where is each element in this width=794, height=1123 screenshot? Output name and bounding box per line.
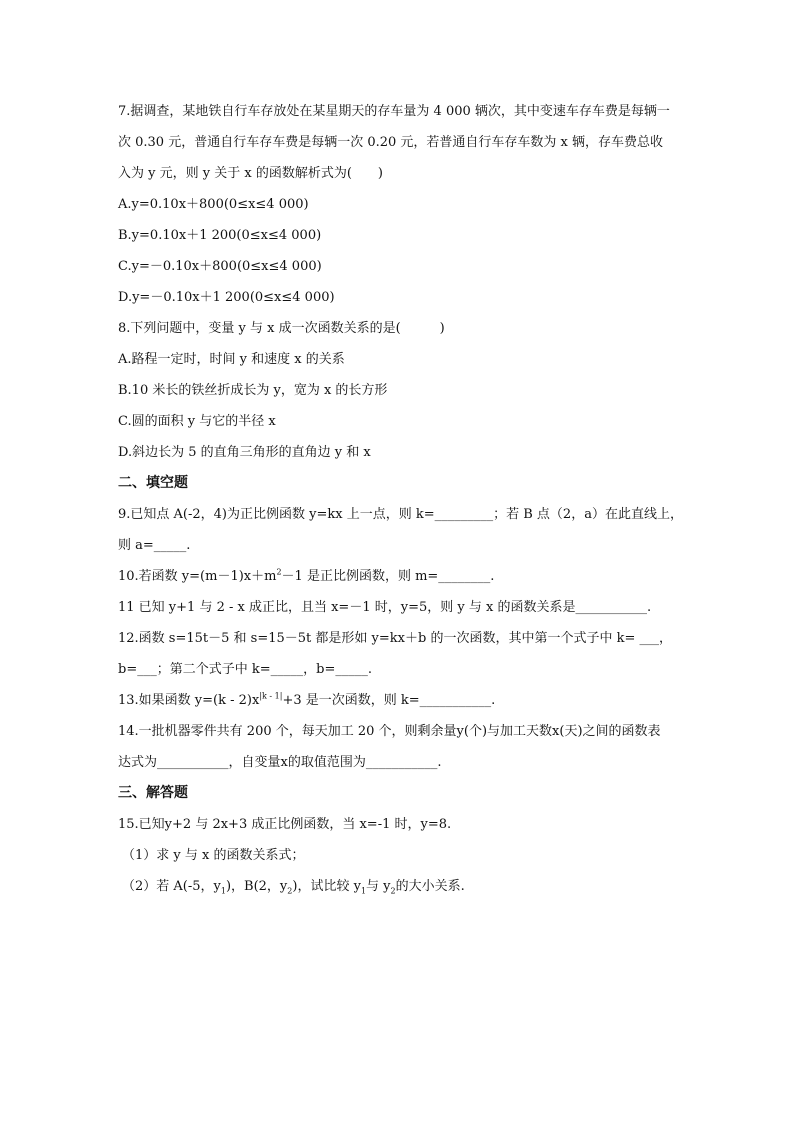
q7-option-c: C.y=－0.10x＋800(0≤x≤4 000) xyxy=(118,259,322,274)
worksheet-page xyxy=(118,96,698,902)
q14-line-1: 14.一批机器零件共有 200 个，每天加工 20 个，则剩余量y(个)与加工天数x(天)之间的函数表 xyxy=(118,724,661,739)
q15-stem: 15.已知y+2 与 2x+3 成正比例函数，当 x=-1 时，y=8. xyxy=(118,817,452,832)
q8-option-b: B.10 米长的铁丝折成长为 y，宽为 x 的长方形 xyxy=(118,383,388,398)
q9-line-2: 则 a=_____. xyxy=(118,538,191,553)
q11: 11 已知 y+1 与 2 - x 成正比，且当 x=－1 时，y=5，则 y 与 x 的函数关系是___________. xyxy=(118,600,652,615)
q15-part-2 xyxy=(118,871,698,902)
q15-part2-mid3: 与 y xyxy=(366,879,391,894)
q8-stem: 8.下列问题中，变量 y 与 x 成一次函数关系的是( ) xyxy=(118,321,445,336)
q15-part2-mid1: )，B(2，y xyxy=(225,879,288,894)
q15-part2-pre: （2）若 A(-5，y xyxy=(122,879,221,894)
q13-pre: 13.如果函数 y=(k - 2)x xyxy=(118,693,260,708)
q7-option-d: D.y=－0.10x＋1 200(0≤x≤4 000) xyxy=(118,290,335,305)
q10-exponent: 2 xyxy=(276,567,282,577)
q8-option-d: D.斜边长为 5 的直角三角形的直角边 y 和 x xyxy=(118,445,371,460)
q13-exponent: |k - 1| xyxy=(259,691,283,701)
q15-part2-mid2: )，试比较 y xyxy=(292,879,361,894)
q14-line-2: 达式为___________，自变量x的取值范围为___________. xyxy=(118,755,442,770)
section-heading-fill-in: 二、填空题 xyxy=(118,475,188,491)
q7-option-a: A.y=0.10x＋800(0≤x≤4 000) xyxy=(118,197,309,212)
q13-post: +3 是一次函数，则 k=___________. xyxy=(282,693,496,708)
q12-line-2: b=___；第二个式子中 k=_____，b=_____. xyxy=(118,662,372,677)
q7-option-b: B.y=0.10x＋1 200(0≤x≤4 000) xyxy=(118,228,322,243)
q7-line-1: 7.据调查，某地铁自行车存放处在某星期天的存车量为 4 000 辆次，其中变速车存车费是每辆一 xyxy=(118,104,670,119)
q15-sub-1: 1 xyxy=(220,886,226,896)
q15-sub-2: 2 xyxy=(287,886,293,896)
q8-option-c: C.圆的面积 y 与它的半径 x xyxy=(118,414,276,429)
q8-option-a: A.路程一定时，时间 y 和速度 x 的关系 xyxy=(118,352,345,367)
q10-post: －1 是正比例函数，则 m=________. xyxy=(281,569,495,584)
q7-line-3: 入为 y 元，则 y 关于 x 的函数解析式为( ) xyxy=(118,166,383,181)
q13 xyxy=(118,685,698,716)
q15-part-1: （1）求 y 与 x 的函数关系式； xyxy=(122,848,305,863)
q15-sub-3: 1 xyxy=(360,886,367,896)
q12-line-1: 12.函数 s=15t－5 和 s=15－5t 都是形如 y=kx＋b 的一次函数，其中第一个式子中 k= ___， xyxy=(118,631,672,646)
q15-part2-post: 的大小关系. xyxy=(395,879,465,894)
section-heading-solve: 三、解答题 xyxy=(118,785,188,801)
q15-sub-4: 2 xyxy=(390,886,396,896)
q7-line-2: 次 0.30 元，普通自行车存车费是每辆一次 0.20 元，若普通自行车存车数为 x 辆，存车费总收 xyxy=(118,135,664,150)
q9-line-1: 9.已知点 A(-2，4)为正比例函数 y=kx 上一点，则 k=_________；若 B 点（2，a）在此直线上， xyxy=(118,507,683,522)
q10 xyxy=(118,561,698,592)
q10-pre: 10.若函数 y=(m－1)x＋m xyxy=(118,569,277,584)
